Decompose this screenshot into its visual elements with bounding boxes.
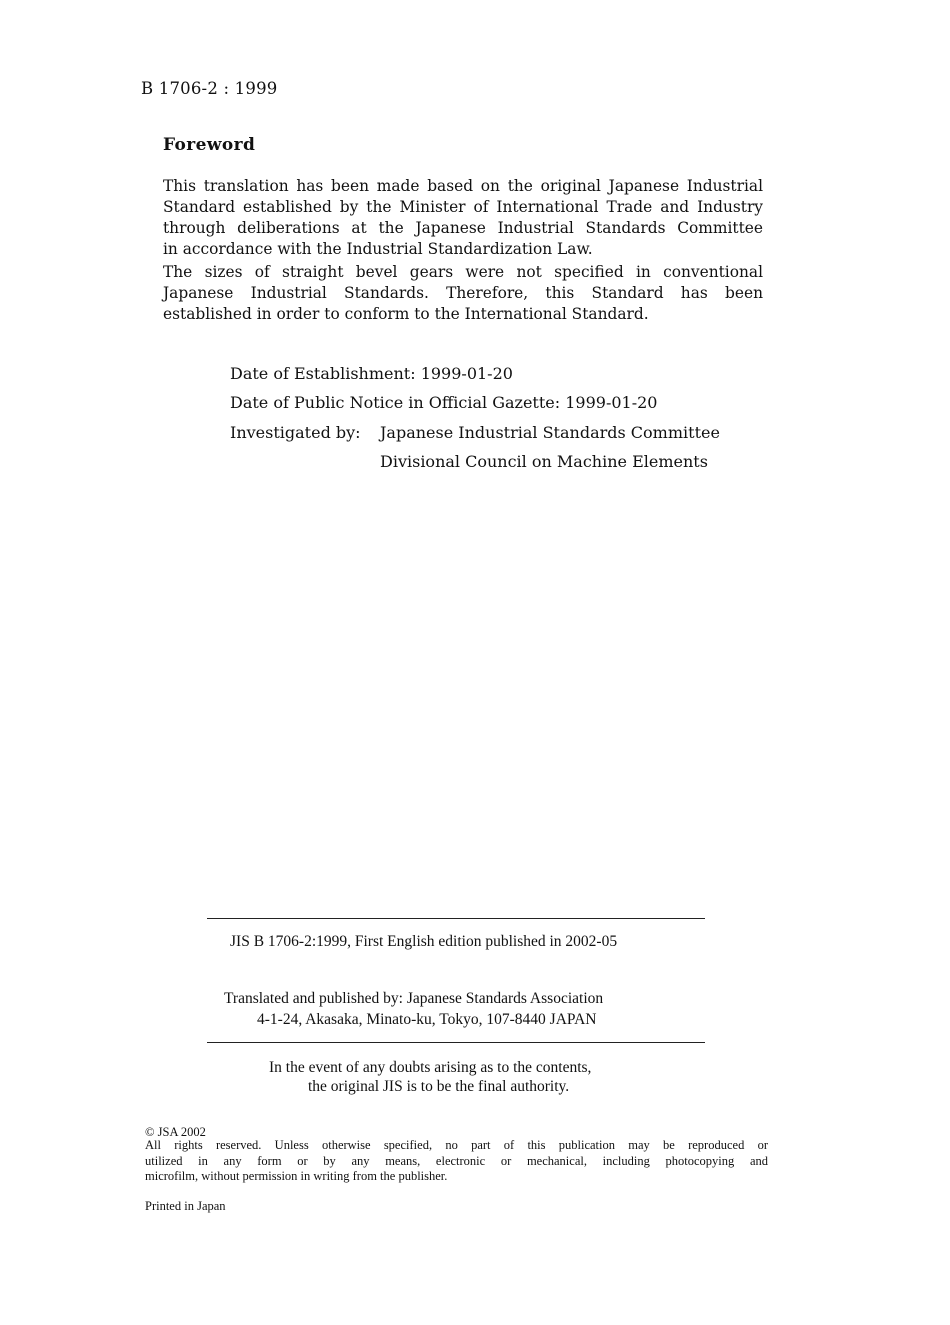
paragraph-line: through deliberations at the Japanese Industrial Standards Committee <box>163 219 763 237</box>
investigated-by-label: Investigated by: <box>230 423 361 442</box>
paragraph-line: The sizes of straight bevel gears were not specified in conventional <box>163 263 763 281</box>
rights-line: utilized in any form or by any means, electronic or mechanical, including photocopying and <box>145 1153 768 1168</box>
publisher-statement: Translated and published by: Japanese Standards Association <box>224 990 604 1007</box>
foreword-heading: Foreword <box>163 135 256 155</box>
paragraph-line: in accordance with the Industrial Standardization Law. <box>163 240 593 258</box>
date-of-establishment: Date of Establishment: 1999-01-20 <box>230 364 513 383</box>
copyright-notice: © JSA 2002 <box>145 1125 206 1139</box>
investigated-by-committee: Japanese Industrial Standards Committee <box>380 423 720 442</box>
authority-notice-line-1: In the event of any doubts arising as to the contents, <box>269 1059 592 1076</box>
foreword-paragraph-1 <box>163 176 763 260</box>
authority-notice-line-2: the original JIS is to be the final authority. <box>308 1078 570 1095</box>
printed-in: Printed in Japan <box>145 1199 226 1213</box>
divider-top <box>207 918 705 919</box>
rights-line: All rights reserved. Unless otherwise specified, no part of this publication may be reproduced or <box>145 1138 768 1152</box>
publisher-address: 4-1-24, Akasaka, Minato-ku, Tokyo, 107-8440 JAPAN <box>257 1011 597 1028</box>
paragraph-line: established in order to conform to the International Standard. <box>163 305 649 323</box>
foreword-paragraph-2 <box>163 262 763 325</box>
investigated-by-council: Divisional Council on Machine Elements <box>380 452 708 471</box>
date-of-public-notice: Date of Public Notice in Official Gazette: 1999-01-20 <box>230 393 658 412</box>
rights-line: microfilm, without permission in writing from the publisher. <box>145 1169 448 1183</box>
edition-statement: JIS B 1706-2:1999, First English edition published in 2002-05 <box>230 933 618 950</box>
paragraph-line: Japanese Industrial Standards. Therefore, this Standard has been <box>163 284 763 302</box>
rights-statement <box>145 1138 768 1185</box>
divider-bottom <box>207 1042 705 1043</box>
paragraph-line: Standard established by the Minister of International Trade and Industry <box>163 198 763 216</box>
paragraph-line: This translation has been made based on the original Japanese Industrial <box>163 177 763 195</box>
document-id: B 1706-2 : 1999 <box>141 79 278 98</box>
